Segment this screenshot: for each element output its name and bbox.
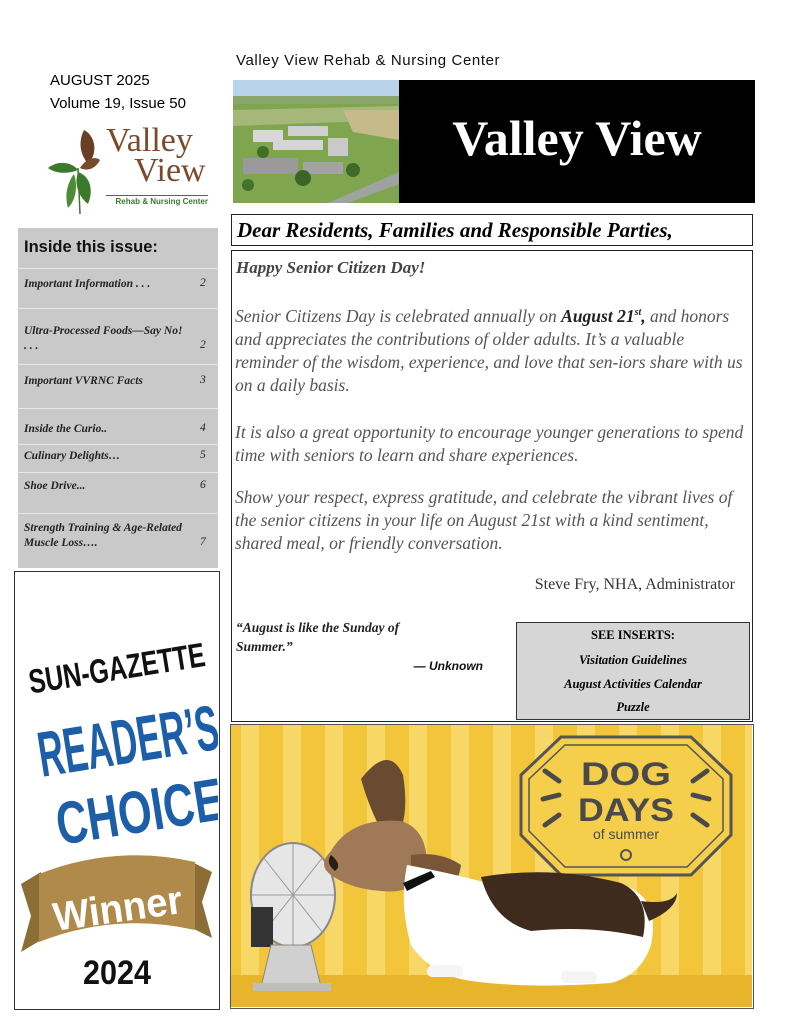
greeting-banner [231,214,753,246]
award-line-1: SUN-GAZETTE [26,626,218,702]
p1-date: August 21st, [561,305,646,326]
toc-title: Inside this issue: [24,238,158,256]
table-of-contents [18,228,218,568]
toc-item-page: 4 [200,422,206,434]
inserts-title: SEE INSERTS: [591,628,675,642]
toc-item-label: Inside the Curio.. [24,423,108,435]
toc-divider [18,408,218,409]
award-line-2: READER’S [32,667,218,791]
toc-item-page: 2 [200,277,206,289]
org-name: Valley View Rehab & Nursing Center [236,52,501,69]
toc-divider [18,364,218,365]
valley-view-logo [44,124,216,216]
p1-date-text: August 21 [561,305,635,326]
letter-paragraph-3: Show your respect, express gratitude, and celebrate the vibrant lives of the senior citizens in your life on August 21st with a kind sentiment, shared meal, or friendly conversation. [235,487,733,553]
p1-after: and honors and appreciates the contributions of older adults. It’s a valuable reminder of the wisdom, experience, and love that sen-iors share with us on a daily basis. [235,305,743,395]
badge-word-dog: DOG [581,756,671,792]
aerial-photo [233,80,399,203]
masthead [399,80,755,203]
toc-item-page: 5 [200,449,206,461]
letter-paragraph-2: It is also a great opportunity to encourage younger generations to spend time with seniors to learn and share experiences. [235,422,744,465]
award-year: 2024 [83,954,152,992]
masthead-title: Valley View [452,110,702,166]
toc-item-label: Important Information . . . [24,278,151,290]
toc-item-label: Shoe Drive... [24,480,86,492]
insert-item: Puzzle [616,700,650,714]
quote-author: — Unknown [413,659,483,673]
greeting-text: Dear Residents, Families and Responsible Parties, [237,218,673,242]
toc-divider [18,268,218,269]
toc-item-page: 6 [200,479,206,491]
award-line-3: CHOICE [51,755,218,858]
toc-item-label: Culinary Delights… [24,450,121,462]
toc-item-page: 3 [200,374,206,386]
issue-volume: Volume 19, Issue 50 [50,95,186,112]
toc-item-label: Strength Training & Age-Related Muscle Loss…. [24,522,182,549]
issue-date: AUGUST 2025 [50,72,150,89]
badge-word-summer: of summer [592,826,660,842]
logo-tagline: Rehab & Nursing Center [106,195,208,206]
badge-word-days: DAYS [578,792,674,828]
signature: Steve Fry, NHA, Administrator [534,576,735,593]
leaf-icon [44,124,108,216]
toc-divider [18,513,218,514]
toc-item-page: 2 [200,339,206,351]
toc-item-label: Ultra-Processed Foods—Say No! . . . [24,325,183,352]
letter-heading: Happy Senior Citizen Day! [236,258,426,277]
letter-paragraph-1 [235,301,747,397]
toc-item-page: 7 [200,536,206,548]
p1-before: Senior Citizens Day is celebrated annually on [235,305,562,326]
toc-divider [18,308,218,309]
toc-item-label: Important VVRNC Facts [24,375,143,387]
p1-date-suffix: st [634,307,642,318]
award-line-4: Winner [50,877,191,940]
insert-item: Visitation Guidelines [578,653,687,667]
toc-divider [18,472,218,473]
logo-word-view: View [134,152,206,189]
toc-divider [18,444,218,445]
dog-days-image [230,724,754,1009]
inserts-box [516,622,750,720]
logo-word-valley: Valley [106,122,193,159]
insert-item: August Activities Calendar [564,677,702,691]
readers-choice-award [14,571,220,1010]
quote-text: “August is like the Sunday of Summer.” [236,620,400,654]
